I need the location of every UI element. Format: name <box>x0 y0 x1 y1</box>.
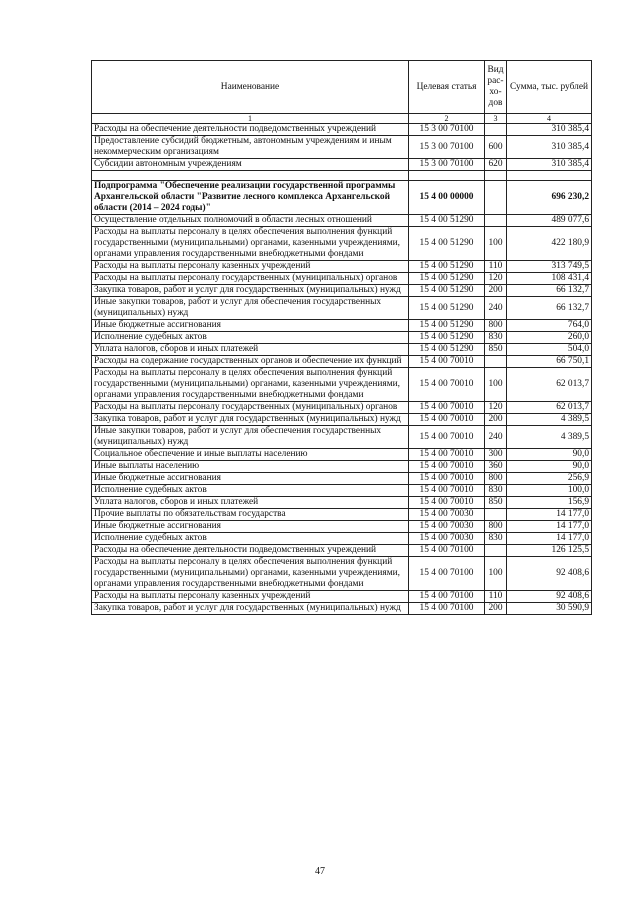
row-name: Иные выплаты населению <box>92 461 409 473</box>
row-name: Уплата налогов, сборов и иных платежей <box>92 497 409 509</box>
row-code: 15 4 00 51290 <box>409 297 485 320</box>
row-name: Иные бюджетные ассигнования <box>92 473 409 485</box>
row-vid: 240 <box>485 297 507 320</box>
row-code: 15 4 00 00000 <box>409 181 485 215</box>
row-code: 15 4 00 70030 <box>409 509 485 521</box>
row-vid: 800 <box>485 521 507 533</box>
row-name: Расходы на обеспечение деятельности подведомственных учреждений <box>92 124 409 136</box>
table-row <box>92 545 592 557</box>
row-code: 15 3 00 70100 <box>409 159 485 171</box>
header-code: Целевая статья <box>409 61 485 114</box>
table-row <box>92 332 592 344</box>
row-code: 15 4 00 70010 <box>409 449 485 461</box>
table-row <box>92 603 592 615</box>
row-sum: 489 077,6 <box>507 215 592 227</box>
row-name: Расходы на обеспечение деятельности подведомственных учреждений <box>92 545 409 557</box>
row-code: 15 4 00 51290 <box>409 261 485 273</box>
table-row <box>92 368 592 402</box>
row-name: Расходы на выплаты персоналу казенных учреждений <box>92 591 409 603</box>
row-code: 15 4 00 70100 <box>409 591 485 603</box>
row-vid: 110 <box>485 591 507 603</box>
row-vid: 100 <box>485 557 507 591</box>
row-code: 15 4 00 70010 <box>409 461 485 473</box>
row-code: 15 4 00 51290 <box>409 227 485 261</box>
row-vid: 850 <box>485 344 507 356</box>
row-name: Расходы на содержание государственных органов и обеспечение их функций <box>92 356 409 368</box>
row-code: 15 4 00 70100 <box>409 603 485 615</box>
row-sum: 30 590,9 <box>507 603 592 615</box>
row-code: 15 4 00 70010 <box>409 426 485 449</box>
row-sum: 310 385,4 <box>507 124 592 136</box>
row-name: Предоставление субсидий бюджетным, автономным учреждениям и иным некоммерческим организациям <box>92 136 409 159</box>
row-code: 15 4 00 51290 <box>409 285 485 297</box>
table-row <box>92 461 592 473</box>
row-code: 15 4 00 70010 <box>409 473 485 485</box>
budget-table <box>91 60 592 615</box>
row-sum: 62 013,7 <box>507 402 592 414</box>
table-row <box>92 521 592 533</box>
row-code: 15 4 00 70010 <box>409 368 485 402</box>
header-sum: Сумма, тыс. рублей <box>507 61 592 114</box>
row-code: 15 4 00 70030 <box>409 521 485 533</box>
row-sum: 764,0 <box>507 320 592 332</box>
table-row <box>92 402 592 414</box>
row-code: 15 4 00 70100 <box>409 545 485 557</box>
header-vid: Вид рас-хо-дов <box>485 61 507 114</box>
row-sum: 310 385,4 <box>507 159 592 171</box>
row-sum: 310 385,4 <box>507 136 592 159</box>
row-vid: 800 <box>485 320 507 332</box>
row-name: Расходы на выплаты персоналу государственных (муниципальных) органов <box>92 402 409 414</box>
row-code: 15 4 00 70010 <box>409 497 485 509</box>
row-name: Закупка товаров, работ и услуг для государственных (муниципальных) нужд <box>92 414 409 426</box>
table-row <box>92 136 592 159</box>
row-sum: 92 408,6 <box>507 591 592 603</box>
table-row <box>92 509 592 521</box>
row-sum: 696 230,2 <box>507 181 592 215</box>
table-row <box>92 426 592 449</box>
row-vid: 830 <box>485 332 507 344</box>
row-vid: 120 <box>485 273 507 285</box>
row-vid: 240 <box>485 426 507 449</box>
row-sum: 14 177,0 <box>507 509 592 521</box>
page-number: 47 <box>315 866 325 877</box>
row-vid: 360 <box>485 461 507 473</box>
row-sum: 256,9 <box>507 473 592 485</box>
column-number-4: 4 <box>507 114 592 124</box>
row-code: 15 3 00 70100 <box>409 124 485 136</box>
row-vid: 100 <box>485 227 507 261</box>
row-sum: 156,9 <box>507 497 592 509</box>
row-name: Осуществление отдельных полномочий в области лесных отношений <box>92 215 409 227</box>
table-row <box>92 124 592 136</box>
row-sum: 260,0 <box>507 332 592 344</box>
header-name: Наименование <box>92 61 409 114</box>
row-name: Социальное обеспечение и иные выплаты населению <box>92 449 409 461</box>
spacer-row <box>92 171 592 181</box>
row-name: Иные бюджетные ассигнования <box>92 521 409 533</box>
row-vid: 110 <box>485 261 507 273</box>
row-name: Расходы на выплаты персоналу в целях обеспечения выполнения функций государственными (муниципальными) органами, казенными учреждениями, органами управления государственными внебюджетными фондами <box>92 368 409 402</box>
row-name: Исполнение судебных актов <box>92 332 409 344</box>
column-number-1: 1 <box>92 114 409 124</box>
table-row <box>92 557 592 591</box>
row-vid: 200 <box>485 285 507 297</box>
row-code: 15 4 00 70100 <box>409 557 485 591</box>
row-sum: 14 177,0 <box>507 533 592 545</box>
row-vid: 300 <box>485 449 507 461</box>
row-name: Расходы на выплаты персоналу государственных (муниципальных) органов <box>92 273 409 285</box>
table-row <box>92 497 592 509</box>
row-sum: 504,0 <box>507 344 592 356</box>
row-vid: 830 <box>485 485 507 497</box>
row-code: 15 4 00 51290 <box>409 344 485 356</box>
row-vid: 850 <box>485 497 507 509</box>
row-vid <box>485 356 507 368</box>
row-sum: 4 389,5 <box>507 414 592 426</box>
row-code: 15 4 00 70010 <box>409 414 485 426</box>
table-row <box>92 261 592 273</box>
column-number-3: 3 <box>485 114 507 124</box>
row-name: Уплата налогов, сборов и иных платежей <box>92 344 409 356</box>
table-row <box>92 473 592 485</box>
table-row <box>92 449 592 461</box>
row-code: 15 4 00 70010 <box>409 356 485 368</box>
table-row <box>92 159 592 171</box>
table-row <box>92 215 592 227</box>
row-sum: 66 132,7 <box>507 285 592 297</box>
row-sum: 66 132,7 <box>507 297 592 320</box>
column-number-2: 2 <box>409 114 485 124</box>
table-row <box>92 285 592 297</box>
row-vid: 200 <box>485 414 507 426</box>
table-header-row <box>92 61 592 114</box>
row-sum: 62 013,7 <box>507 368 592 402</box>
table-row <box>92 320 592 332</box>
row-name: Субсидии автономным учреждениям <box>92 159 409 171</box>
row-vid <box>485 545 507 557</box>
row-name: Расходы на выплаты персоналу казенных учреждений <box>92 261 409 273</box>
table-row <box>92 356 592 368</box>
row-vid: 120 <box>485 402 507 414</box>
row-code: 15 4 00 70030 <box>409 533 485 545</box>
row-name: Исполнение судебных актов <box>92 533 409 545</box>
row-vid: 800 <box>485 473 507 485</box>
table-row <box>92 227 592 261</box>
row-sum: 90,0 <box>507 461 592 473</box>
column-number-row <box>92 114 592 124</box>
row-vid: 200 <box>485 603 507 615</box>
row-name: Подпрограмма "Обеспечение реализации государственной программы Архангельской области "Развитие лесного комплекса Архангельской области (2014 – 2024 годы)" <box>92 181 409 215</box>
row-vid <box>485 181 507 215</box>
table-row <box>92 485 592 497</box>
row-vid <box>485 124 507 136</box>
table-row <box>92 273 592 285</box>
row-sum: 14 177,0 <box>507 521 592 533</box>
row-vid <box>485 509 507 521</box>
row-sum: 126 125,5 <box>507 545 592 557</box>
row-code: 15 3 00 70100 <box>409 136 485 159</box>
row-sum: 313 749,5 <box>507 261 592 273</box>
table-row <box>92 297 592 320</box>
row-sum: 108 431,4 <box>507 273 592 285</box>
row-sum: 4 389,5 <box>507 426 592 449</box>
row-code: 15 4 00 70010 <box>409 485 485 497</box>
row-code: 15 4 00 51290 <box>409 332 485 344</box>
row-vid: 830 <box>485 533 507 545</box>
row-name: Иные закупки товаров, работ и услуг для обеспечения государственных (муниципальных) нужд <box>92 297 409 320</box>
table-row <box>92 344 592 356</box>
row-sum: 92 408,6 <box>507 557 592 591</box>
row-name: Иные бюджетные ассигнования <box>92 320 409 332</box>
row-sum: 422 180,9 <box>507 227 592 261</box>
table-row <box>92 533 592 545</box>
row-sum: 66 750,1 <box>507 356 592 368</box>
table-row <box>92 591 592 603</box>
row-vid: 600 <box>485 136 507 159</box>
row-name: Закупка товаров, работ и услуг для государственных (муниципальных) нужд <box>92 603 409 615</box>
row-sum: 90,0 <box>507 449 592 461</box>
row-code: 15 4 00 51290 <box>409 273 485 285</box>
subprogram-row <box>92 181 592 215</box>
row-vid: 620 <box>485 159 507 171</box>
row-name: Расходы на выплаты персоналу в целях обеспечения выполнения функций государственными (муниципальными) органами, казенными учреждениями, органами управления государственными внебюджетными фондами <box>92 227 409 261</box>
row-name: Закупка товаров, работ и услуг для государственных (муниципальных) нужд <box>92 285 409 297</box>
row-name: Исполнение судебных актов <box>92 485 409 497</box>
table-row <box>92 414 592 426</box>
row-name: Прочие выплаты по обязательствам государства <box>92 509 409 521</box>
row-sum: 100,0 <box>507 485 592 497</box>
row-vid <box>485 215 507 227</box>
row-name: Расходы на выплаты персоналу в целях обеспечения выполнения функций государственными (муниципальными) органами, казенными учреждениями, органами управления государственными внебюджетными фондами <box>92 557 409 591</box>
row-vid: 100 <box>485 368 507 402</box>
row-name: Иные закупки товаров, работ и услуг для обеспечения государственных (муниципальных) нужд <box>92 426 409 449</box>
row-code: 15 4 00 70010 <box>409 402 485 414</box>
row-code: 15 4 00 51290 <box>409 320 485 332</box>
row-code: 15 4 00 51290 <box>409 215 485 227</box>
